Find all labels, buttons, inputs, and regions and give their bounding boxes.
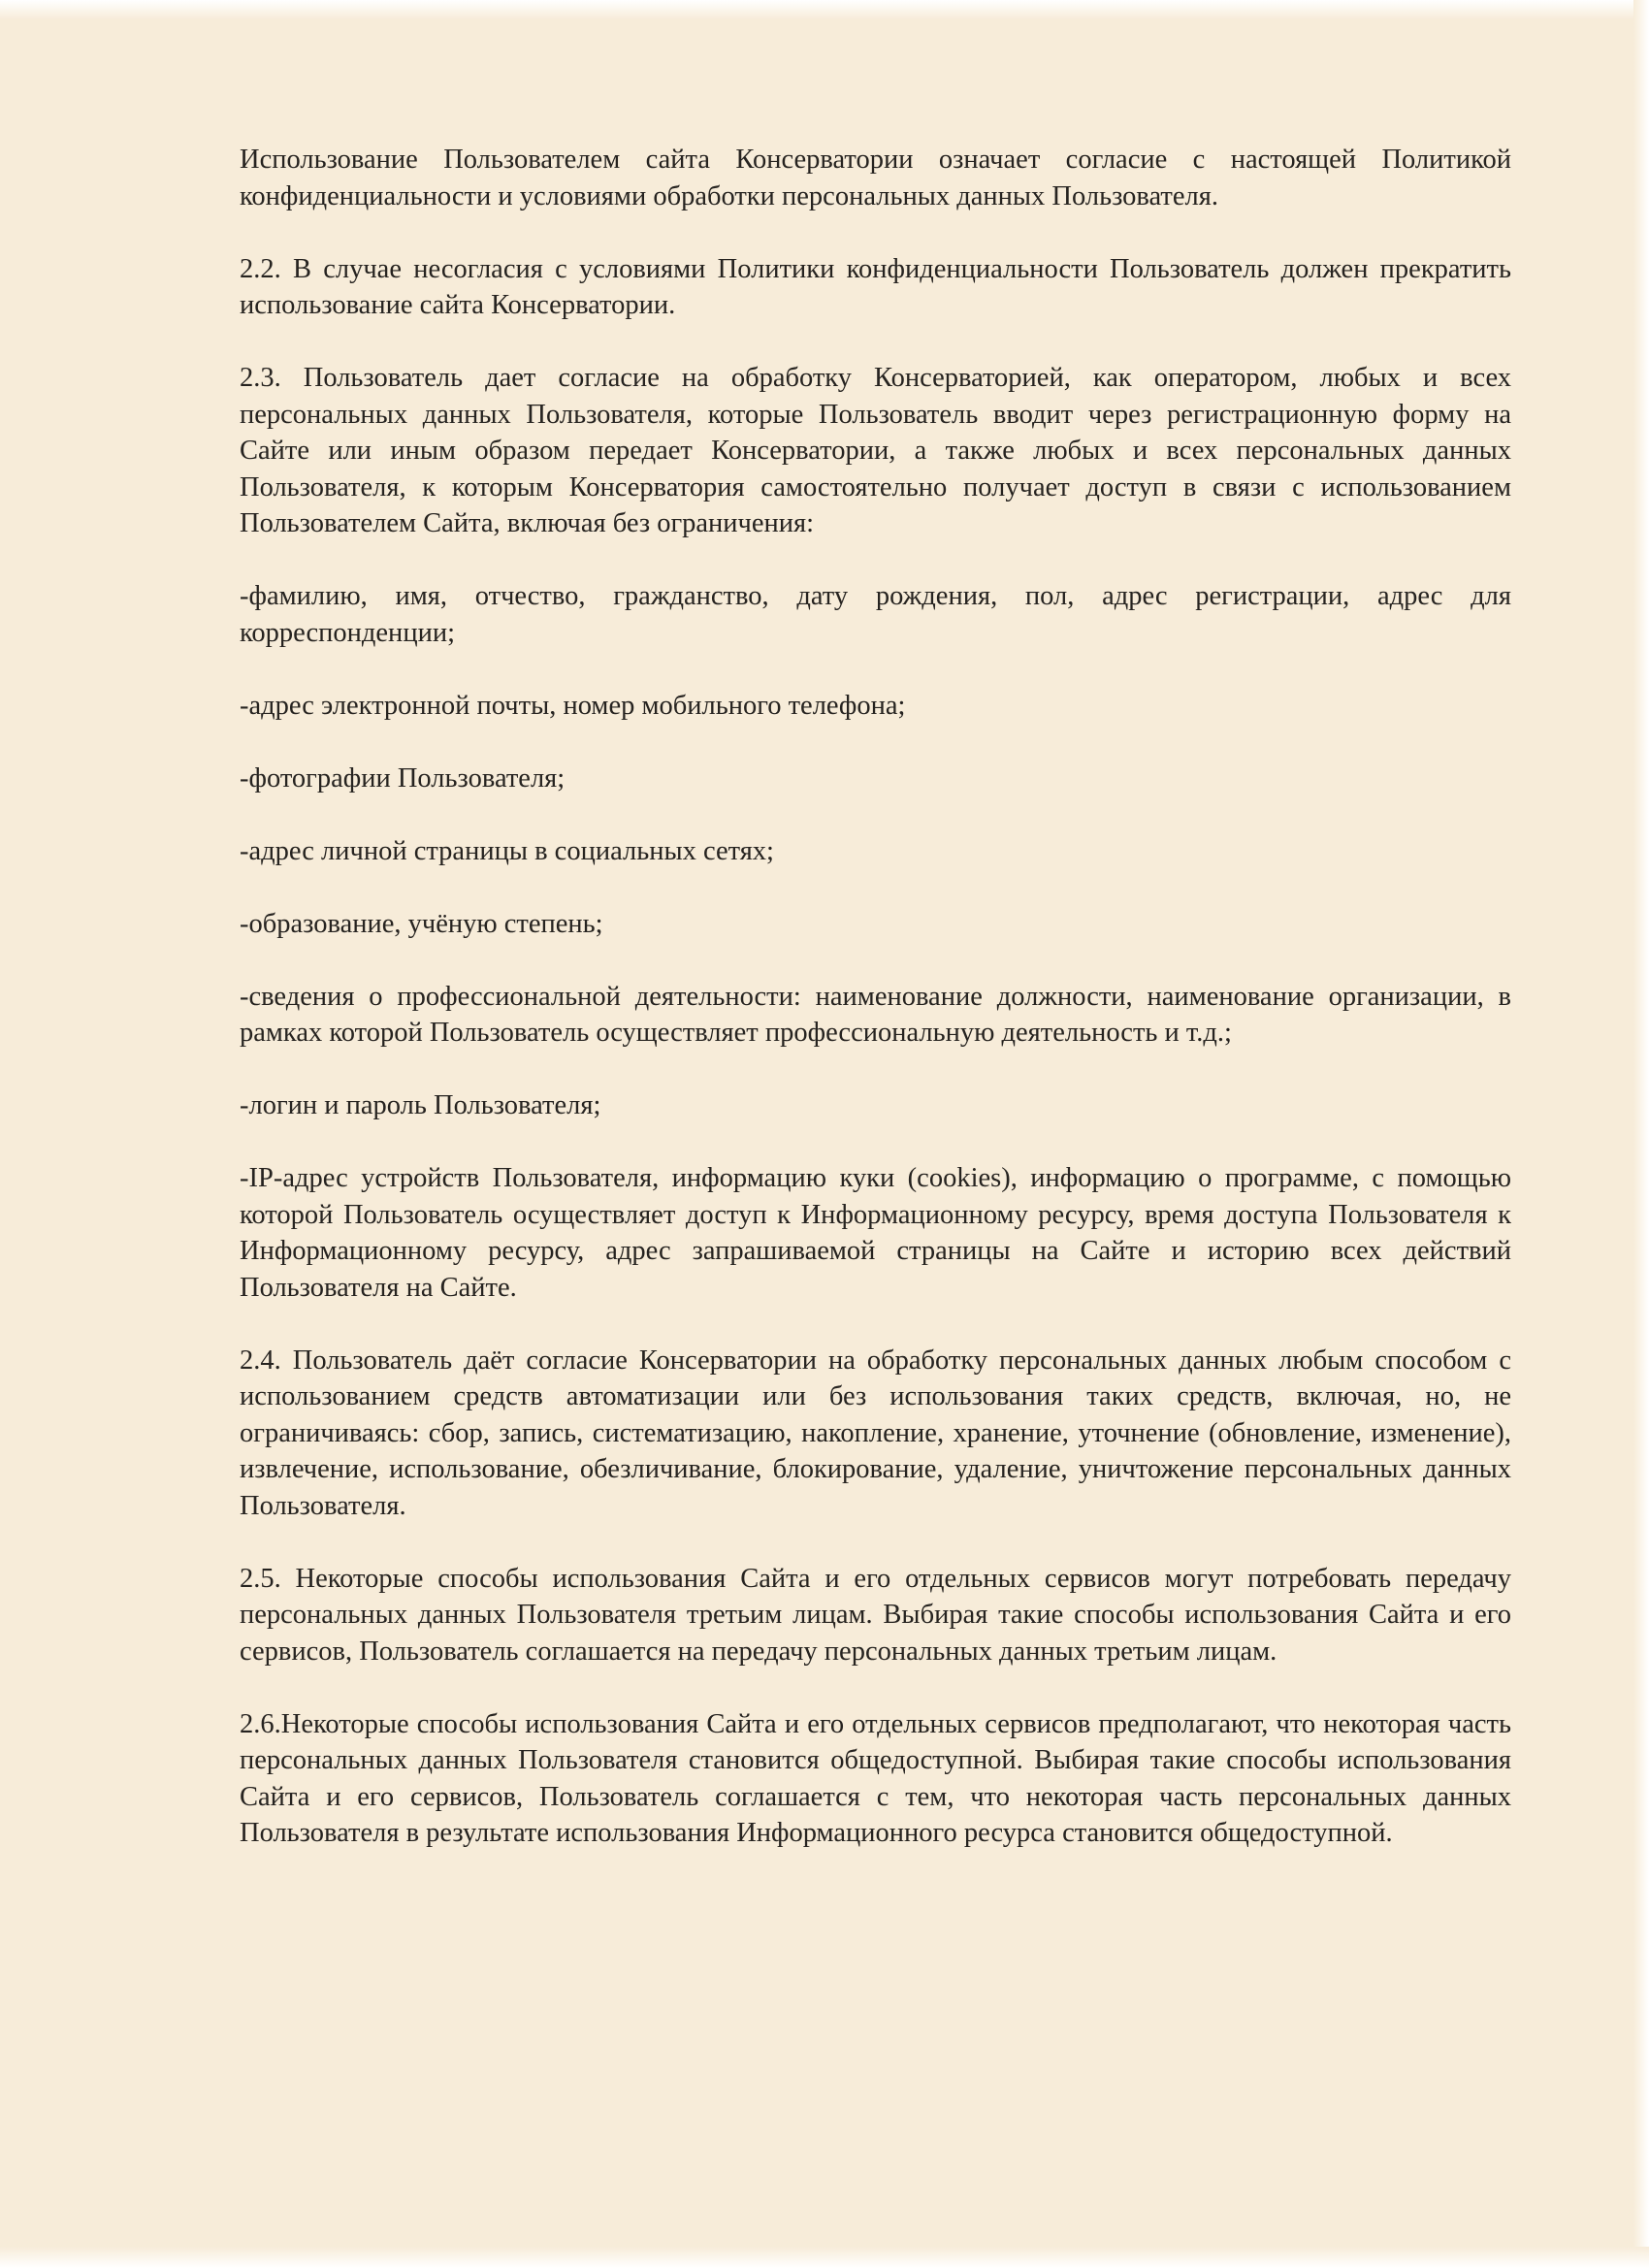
list-item-education: -образование, учёную степень; [240, 908, 603, 939]
paragraph-2-5: 2.5. Некоторые способы использования Сайта и его отдельных сервисов могут потребовать передачу персональных данных Пользователя третьим лицам. Выбирая такие способы использования Сайта и его сервисов, Пользователь соглашается на передачу персональных данных третьим лицам. [240, 1563, 1511, 1667]
paragraph-2-4: 2.4. Пользователь даёт согласие Консерватории на обработку персональных данных любым способом с использованием средств автоматизации или без использования таких средств, включая, но, не ограничиваясь: сбор, запись, систематизацию, накопление, хранение, уточнение (обновление, изменение), извлечение, использование, обезличивание, блокирование, удаление, уничтожение персональных данных Пользователя. [240, 1345, 1511, 1521]
list-item-personal-info: -фамилию, имя, отчество, гражданство, дату рождения, пол, адрес регистрации, адрес для корреспонденции; [240, 581, 1511, 648]
paragraph-2-2: 2.2. В случае несогласия с условиями Политики конфиденциальности Пользователь должен прекратить использование сайта Консерватории. [240, 253, 1511, 320]
document-body [240, 142, 1511, 1888]
list-item-technical-data: -IP-адрес устройств Пользователя, информацию куки (cookies), информацию о программе, с помощью которой Пользователь осуществляет доступ к Информационному ресурсу, время доступа Пользователя к Информационному ресурсу, адрес запрашиваемой страницы на Сайте и историю всех действий Пользователя на Сайте. [240, 1163, 1511, 1303]
list-item-social-page: -адрес личной страницы в социальных сетях; [240, 835, 774, 866]
list-item-credentials: -логин и пароль Пользователя; [240, 1090, 601, 1120]
list-item-contacts: -адрес электронной почты, номер мобильного телефона; [240, 690, 906, 721]
paragraph-2-3: 2.3. Пользователь дает согласие на обработку Консерваторией, как оператором, любых и всех персональных данных Пользователя, которые Пользователь вводит через регистрационную форму на Сайте или иным образом передает Консерватории, а также любых и всех персональных данных Пользователя, к которым Консерватория самостоятельно получает доступ в связи с использованием Пользователем Сайта, включая без ограничения: [240, 363, 1511, 538]
paragraph-2-6: 2.6.Некоторые способы использования Сайта и его отдельных сервисов предполагают, что некоторая часть персональных данных Пользователя становится общедоступной. Выбирая такие способы использования Сайта и его сервисов, Пользователь соглашается с тем, что некоторая часть персональных данных Пользователя в результате использования Информационного ресурса становится общедоступной. [240, 1708, 1511, 1848]
page-edge-bottom [0, 2247, 1649, 2268]
paragraph-intro-consent: Использование Пользователем сайта Консерватории означает согласие с настоящей Политикой конфиденциальности и условиями обработки персональных данных Пользователя. [240, 145, 1511, 211]
page-edge-right [1633, 0, 1649, 2268]
page-edge-top [0, 0, 1649, 19]
list-item-professional: -сведения о профессиональной деятельности: наименование должности, наименование организации, в рамках которой Пользователь осуществляет профессиональную деятельность и т.д.; [240, 981, 1511, 1048]
list-item-photos: -фотографии Пользователя; [240, 762, 566, 794]
